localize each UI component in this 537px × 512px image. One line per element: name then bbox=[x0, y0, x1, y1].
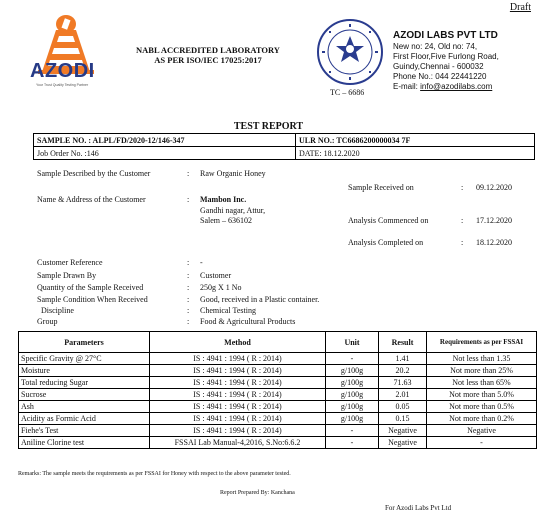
described-label: Sample Described by the Customer bbox=[37, 169, 151, 178]
footer-signatory: For Azodi Labs Pvt Ltd bbox=[385, 504, 452, 512]
method-cell: IS : 4941 : 1994 ( R : 2014) bbox=[150, 353, 326, 365]
customer-address-2: Salem – 636102 bbox=[200, 216, 252, 225]
method-cell: IS : 4941 : 1994 ( R : 2014) bbox=[150, 377, 326, 389]
lab-phone: Phone No.: 044 22441220 bbox=[393, 72, 487, 81]
result-cell: 0.15 bbox=[379, 413, 427, 425]
customer-address-1: Gandhi nagar, Attur, bbox=[200, 206, 266, 215]
method-cell: IS : 4941 : 1994 ( R : 2014) bbox=[150, 425, 326, 437]
table-row bbox=[19, 401, 537, 413]
nabl-seal-icon bbox=[316, 18, 384, 86]
group-colon: : bbox=[187, 317, 190, 326]
method-cell: FSSAI Lab Manual-4,2016, S.No:6.6.2 bbox=[150, 437, 326, 449]
group-label: Group bbox=[37, 317, 58, 326]
condition-label: Sample Condition When Received bbox=[37, 295, 148, 304]
table-row bbox=[19, 365, 537, 377]
drawn-label: Sample Drawn By bbox=[37, 271, 97, 280]
table-row bbox=[19, 389, 537, 401]
method-cell: IS : 4941 : 1994 ( R : 2014) bbox=[150, 413, 326, 425]
described-value: Raw Organic Honey bbox=[200, 169, 266, 178]
result-cell: 71.63 bbox=[379, 377, 427, 389]
result-cell: 2.01 bbox=[379, 389, 427, 401]
received-value: 09.12.2020 bbox=[476, 183, 512, 192]
remarks: Remarks: The sample meets the requirements as per FSSAI for Honey with respect to the above parameter tested. bbox=[18, 471, 291, 477]
discipline-label: Discipline bbox=[41, 306, 74, 315]
parameter-cell: Sucrose bbox=[19, 389, 150, 401]
reference-colon: : bbox=[187, 258, 190, 267]
header-row-1 bbox=[34, 134, 535, 147]
commenced-value: 17.12.2020 bbox=[476, 216, 512, 225]
results-header-row bbox=[19, 332, 537, 353]
report-title: TEST REPORT bbox=[233, 121, 304, 132]
method-cell: IS : 4941 : 1994 ( R : 2014) bbox=[150, 401, 326, 413]
completed-value: 18.12.2020 bbox=[476, 238, 512, 247]
sample-no: SAMPLE NO. : ALPL/FD/2020-12/146-347 bbox=[34, 134, 296, 147]
result-cell: 0.05 bbox=[379, 401, 427, 413]
method-cell: IS : 4941 : 1994 ( R : 2014) bbox=[150, 365, 326, 377]
requirement-cell: - bbox=[427, 437, 537, 449]
unit-cell: - bbox=[326, 437, 379, 449]
lab-name: AZODI LABS PVT LTD bbox=[393, 30, 498, 41]
col-unit: Unit bbox=[326, 332, 379, 353]
header-row-2 bbox=[34, 147, 535, 160]
customer-colon: : bbox=[187, 195, 190, 204]
requirement-cell: Not less than 1.35 bbox=[427, 353, 537, 365]
discipline-colon: : bbox=[187, 306, 190, 315]
azodi-tagline: Your Trust Quality Testing Partner bbox=[36, 83, 89, 87]
reference-label: Customer Reference bbox=[37, 258, 103, 267]
col-parameters: Parameters bbox=[19, 332, 150, 353]
parameter-cell: Aniline Clorine test bbox=[19, 437, 150, 449]
method-cell: IS : 4941 : 1994 ( R : 2014) bbox=[150, 389, 326, 401]
nabl-line-1: NABL ACCREDITED LABORATORY bbox=[136, 45, 280, 55]
unit-cell: g/100g bbox=[326, 377, 379, 389]
result-cell: 1.41 bbox=[379, 353, 427, 365]
parameter-cell: Acidity as Formic Acid bbox=[19, 413, 150, 425]
requirement-cell: Not more than 0.5% bbox=[427, 401, 537, 413]
result-cell: Negative bbox=[379, 437, 427, 449]
col-method: Method bbox=[150, 332, 326, 353]
col-requirements: Requirements as per FSSAI bbox=[427, 332, 537, 353]
lab-email-prefix: E-mail: bbox=[393, 82, 421, 91]
lab-address-line-3: Guindy,Chennai - 600032 bbox=[393, 62, 484, 71]
unit-cell: g/100g bbox=[326, 413, 379, 425]
result-cell: Negative bbox=[379, 425, 427, 437]
tc-number: TC – 6686 bbox=[330, 88, 365, 97]
condition-colon: : bbox=[187, 295, 190, 304]
completed-label: Analysis Completed on bbox=[348, 238, 424, 247]
commenced-colon: : bbox=[461, 216, 464, 225]
lab-address-line-1: New no: 24, Old no: 74, bbox=[393, 42, 478, 51]
drawn-value: Customer bbox=[200, 271, 232, 280]
received-colon: : bbox=[461, 183, 464, 192]
results-table bbox=[18, 331, 537, 449]
prepared-by: Report Prepared By: Kanchana bbox=[220, 490, 295, 496]
requirement-cell: Negative bbox=[427, 425, 537, 437]
requirement-cell: Not more than 5.0% bbox=[427, 389, 537, 401]
quantity-label: Quantity of the Sample Received bbox=[37, 283, 144, 292]
unit-cell: - bbox=[326, 425, 379, 437]
unit-cell: - bbox=[326, 353, 379, 365]
job-order: Job Order No. :146 bbox=[34, 147, 296, 160]
lab-email-row bbox=[393, 82, 492, 92]
received-label: Sample Received on bbox=[348, 183, 414, 192]
azodi-logo-text: AZODI bbox=[30, 60, 95, 82]
unit-cell: g/100g bbox=[326, 401, 379, 413]
lab-address-line-2: First Floor,Five Furlong Road, bbox=[393, 52, 499, 61]
table-row bbox=[19, 437, 537, 449]
condition-value: Good, received in a Plastic container. bbox=[200, 295, 320, 304]
unit-cell: g/100g bbox=[326, 389, 379, 401]
discipline-value: Chemical Testing bbox=[200, 306, 256, 315]
lab-email-link[interactable]: info@azodilabs.com bbox=[420, 82, 493, 91]
col-result: Result bbox=[379, 332, 427, 353]
quantity-value: 250g X 1 No bbox=[200, 283, 242, 292]
reference-value: - bbox=[200, 258, 203, 267]
customer-label: Name & Address of the Customer bbox=[37, 195, 146, 204]
group-value: Food & Agricultural Products bbox=[200, 317, 296, 326]
described-colon: : bbox=[187, 169, 190, 178]
result-cell: 20.2 bbox=[379, 365, 427, 377]
table-row bbox=[19, 353, 537, 365]
drawn-colon: : bbox=[187, 271, 190, 280]
requirement-cell: Not less than 65% bbox=[427, 377, 537, 389]
draft-label[interactable]: Draft bbox=[509, 2, 531, 13]
report-header-table bbox=[33, 133, 535, 160]
table-row bbox=[19, 425, 537, 437]
quantity-colon: : bbox=[187, 283, 190, 292]
requirement-cell: Not more than 0.2% bbox=[427, 413, 537, 425]
parameter-cell: Moisture bbox=[19, 365, 150, 377]
parameter-cell: Ash bbox=[19, 401, 150, 413]
unit-cell: g/100g bbox=[326, 365, 379, 377]
parameter-cell: Fiehe's Test bbox=[19, 425, 150, 437]
commenced-label: Analysis Commenced on bbox=[348, 216, 429, 225]
completed-colon: : bbox=[461, 238, 464, 247]
customer-name: Mambon Inc. bbox=[200, 195, 247, 204]
parameter-cell: Total reducing Sugar bbox=[19, 377, 150, 389]
nabl-title bbox=[120, 45, 296, 65]
nabl-line-2: AS PER ISO/IEC 17025:2017 bbox=[154, 55, 262, 65]
ulr-no: ULR NO.: TC6686200000034 7F bbox=[296, 134, 535, 147]
requirement-cell: Not more than 25% bbox=[427, 365, 537, 377]
table-row bbox=[19, 413, 537, 425]
table-row bbox=[19, 377, 537, 389]
parameter-cell: Specific Gravity @ 27°C bbox=[19, 353, 150, 365]
report-date: DATE: 18.12.2020 bbox=[296, 147, 535, 160]
